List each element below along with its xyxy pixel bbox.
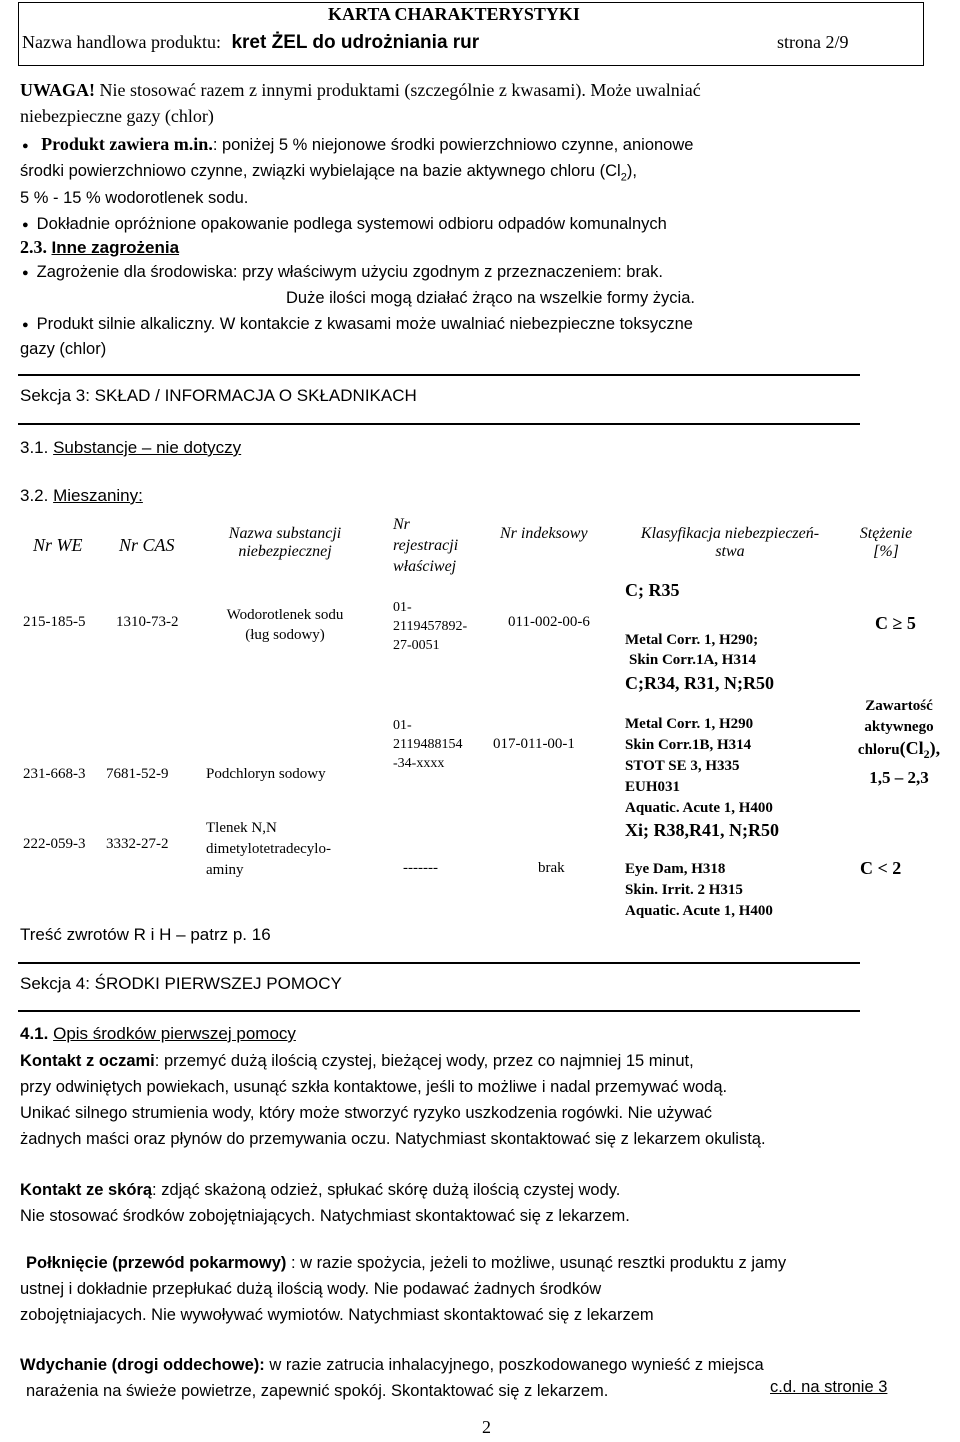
inhale-line-2: narażenia na świeże powietrze, zapewnić spokój. Skontaktować się z lekarzem. [26,1382,609,1400]
section-3-2-title: Mieszaniny: [53,486,143,505]
row3-index: brak [538,860,565,876]
row3-cas: 3332-27-2 [106,836,169,852]
swallow-line-2: ustnej i dokładnie przepłukać dużą ilością wody. Nie podawać żadnych środków [20,1280,602,1298]
row2-conc-3 [842,738,956,765]
skin-line-1 [20,1177,630,1203]
row1-reg-3: 27-0051 [393,638,440,653]
col-header-class-2: stwa [715,543,745,560]
section-3-2-heading [20,486,143,506]
eyes-label: Kontakt z oczami [20,1052,155,1070]
row3-class-c: Aquatic. Acute 1, H400 [625,903,773,919]
row1-class-b: Skin Corr.1A, H314 [629,652,756,668]
row3-class-list [625,859,773,922]
section-3-1-number: 3.1. [20,438,49,457]
col-header-we: Nr WE [33,535,83,555]
col-header-reg-1: Nr [393,516,410,533]
inhale-line-1 [20,1352,764,1378]
col-header-name [220,525,350,561]
env-hazard-2: Duże ilości mogą działać żrąco na wszelkie formy życia. [286,289,695,307]
eyes-line-1 [20,1048,766,1074]
section-2-3-number: 2.3. [20,237,47,257]
col-header-name-2: niebezpiecznej [238,543,332,560]
row1-name [220,605,350,645]
col-header-conc-1: Stężenie [859,525,913,542]
alkaline-note-2: gazy (chlor) [20,340,107,358]
warning-text-1: Nie stosować razem z innymi produktami (szczególnie z kwasami). Może uwalniać [95,80,701,100]
row3-name-1: Tlenek N,N [206,820,277,836]
contents-line-2 [20,162,637,183]
contents-sub: 2 [620,171,627,184]
product-name: kret ŻEL do udrożniania rur [231,32,480,53]
eyes-line-4: żadnych maści oraz płynów do przemywania oczu. Natychmiast skontaktować się z lekarzem okulistą. [20,1130,766,1148]
swallow-text-1: : w razie spożycia, jeżeli to możliwe, usunąć resztki produktu z jamy [286,1254,787,1272]
col-header-class-1: Klasyfikacja niebezpieczeń- [640,525,820,542]
row2-class-a: Metal Corr. 1, H290 [625,716,754,732]
section-2-3-title: Inne zagrożenia [51,238,180,257]
row2-conc-2: aktywnego [864,719,934,735]
swallow-line-1 [26,1250,786,1276]
inhale-text-1: w razie zatrucia inhalacyjnego, poszkodowanego wynieść z miejsca [264,1356,764,1374]
row1-name-2: (ług sodowy) [245,627,325,643]
contents-line-3: 5 % - 15 % wodorotlenek sodu. [20,189,249,207]
row1-reg-1: 01- [393,600,412,615]
section-3-title: Sekcja 3: SKŁAD / INFORMACJA O SKŁADNIKACH [20,386,417,405]
row3-reg: ------- [403,860,438,876]
row3-class-a: Eye Dam, H318 [625,861,726,877]
row2-class-d: EUH031 [625,779,681,795]
contents-text-2: środki powierzchniowo czynne, związki wybielające na bazie aktywnego chloru (Cl [20,162,621,180]
row2-class-list [625,714,773,819]
eyes-line-3: Unikać silnego strumienia wody, który może stworzyć ryzyko uszkodzenia rogówki. Nie używać [20,1104,713,1122]
section-2-3-heading [20,237,179,258]
row2-class-b: Skin Corr.1B, H314 [625,737,752,753]
row2-conc [842,696,956,788]
row2-conc-3-sub: 2 [923,747,930,761]
row2-class-c: STOT SE 3, H335 [625,758,740,774]
row1-reg-2: 2119457892- [393,619,468,634]
row2-class-main: C;R34, R31, N;R50 [625,673,774,693]
row3-class-main: Xi; R38,R41, N;R50 [625,820,779,840]
eyes-line-2: przy odwiniętych powiekach, usunąć szkła kontaktowe, jeśli to możliwe i nadal przemywać wodą. [20,1078,728,1096]
row1-we: 215-185-5 [23,614,86,630]
eyes-text-1: : przemyć dużą ilością czystej, bieżącej wody, przez co najmniej 15 minut, [154,1052,694,1070]
swallow-line-3: zobojętniajacych. Nie wywoływać wymiotów. Natychmiast skontaktować się z lekarzem [20,1306,654,1324]
row2-class-e: Aquatic. Acute 1, H400 [625,800,773,816]
contents-label: Produkt zawiera m.in. [41,134,213,154]
row2-conc-4: 1,5 – 2,3 [869,768,929,787]
section-3-top-rule [18,374,860,376]
row1-reg [393,598,467,655]
swallow-label: Połknięcie (przewód pokarmowy) [26,1254,287,1272]
warning-label: UWAGA! [20,80,95,100]
section-3-1-heading [20,438,241,458]
row3-we: 222-059-3 [23,836,86,852]
col-header-conc-2: [%] [873,543,899,560]
product-label [22,32,479,54]
section-4-1-title: Opis środków pierwszej pomocy [53,1024,296,1043]
page-number: 2 [482,1417,491,1437]
row3-name [206,818,331,881]
env-hazard-1: ● Zagrożenie dla środowiska: przy właściwym użyciu zgodnym z przeznaczeniem: brak. [22,263,663,282]
skin-block [20,1177,630,1229]
row2-conc-3b: (Cl [899,738,924,758]
skin-label: Kontakt ze skórą [20,1181,153,1199]
section-4-1-number: 4.1. [20,1024,49,1043]
warning-line-2: niebezpieczne gazy (chlor) [20,106,214,126]
skin-text-1: : zdjąć skażoną odzież, spłukać skórę dużą ilością czystej wody. [152,1181,621,1199]
col-header-reg [393,514,458,577]
col-header-conc [848,525,924,561]
row1-conc: C ≥ 5 [875,613,916,633]
row2-reg-3: -34-xxxx [393,756,445,771]
section-4-title: Sekcja 4: ŚRODKI PIERWSZEJ POMOCY [20,974,342,993]
row1-name-1: Wodorotlenek sodu [226,607,344,623]
section-4-bottom-rule [18,1010,860,1012]
row2-we: 231-668-3 [23,766,86,782]
section-3-bottom-rule [18,423,860,425]
section-4-top-rule [18,962,860,964]
row2-conc-3c: ), [929,738,941,758]
row2-name: Podchloryn sodowy [206,766,326,782]
inhale-label: Wdychanie (drogi oddechowe): [20,1356,265,1374]
row2-reg-2: 2119488154 [393,737,463,752]
col-header-reg-2: rejestracji [393,537,459,554]
continued-link[interactable]: c.d. na stronie 3 [770,1378,888,1396]
row2-index: 017-011-00-1 [493,736,575,752]
row3-name-2: dimetylotetradecylo- [206,841,331,857]
contents-text-1: : poniżej 5 % niejonowe środki powierzchniowo czynne, anionowe [212,136,694,154]
disposal-note: ● Dokładnie opróżnione opakowanie podlega systemowi odbioru odpadów komunalnych [22,215,667,234]
product-label-text: Nazwa handlowa produktu: [22,32,221,52]
document-title: KARTA CHARAKTERYSTYKI [328,4,580,24]
warning-line-1 [20,80,701,101]
section-3-2-number: 3.2. [20,486,49,505]
contents-line-1 [22,134,693,155]
swallow-block [20,1250,787,1328]
r-h-phrases-note: Treść zwrotów R i H – patrz p. 16 [20,925,271,944]
col-header-class [618,525,842,561]
row2-conc-3a: chloru [857,742,900,758]
col-header-index: Nr indeksowy [500,525,588,542]
row2-cas: 7681-52-9 [106,766,169,782]
row3-class-b: Skin. Irrit. 2 H315 [625,882,743,898]
row1-cas: 1310-73-2 [116,614,179,630]
row3-conc: C < 2 [860,858,902,878]
row2-reg [393,716,462,773]
row1-index: 011-002-00-6 [508,614,590,630]
inhale-block [20,1352,764,1404]
col-header-name-1: Nazwa substancji [228,525,342,542]
skin-line-2: Nie stosować środków zobojętniających. Natychmiast skontaktować się z lekarzem. [20,1207,630,1225]
row1-class-main: C; R35 [625,580,680,600]
contents-text-2-end: ), [626,162,637,180]
page-indicator: strona 2/9 [777,32,849,52]
row3-name-3: aminy [206,862,244,878]
row1-class-a: Metal Corr. 1, H290; [625,632,759,648]
col-header-cas: Nr CAS [119,535,175,555]
col-header-reg-3: właściwej [393,558,457,575]
alkaline-note-1: ● Produkt silnie alkaliczny. W kontakcie z kwasami może uwalniać niebezpieczne toksyczne [22,315,693,334]
section-3-1-title: Substancje – nie dotyczy [53,438,242,457]
row2-conc-1: Zawartość [865,698,933,714]
eyes-block [20,1048,766,1152]
row2-reg-1: 01- [393,718,412,733]
section-4-1-heading [20,1024,296,1044]
